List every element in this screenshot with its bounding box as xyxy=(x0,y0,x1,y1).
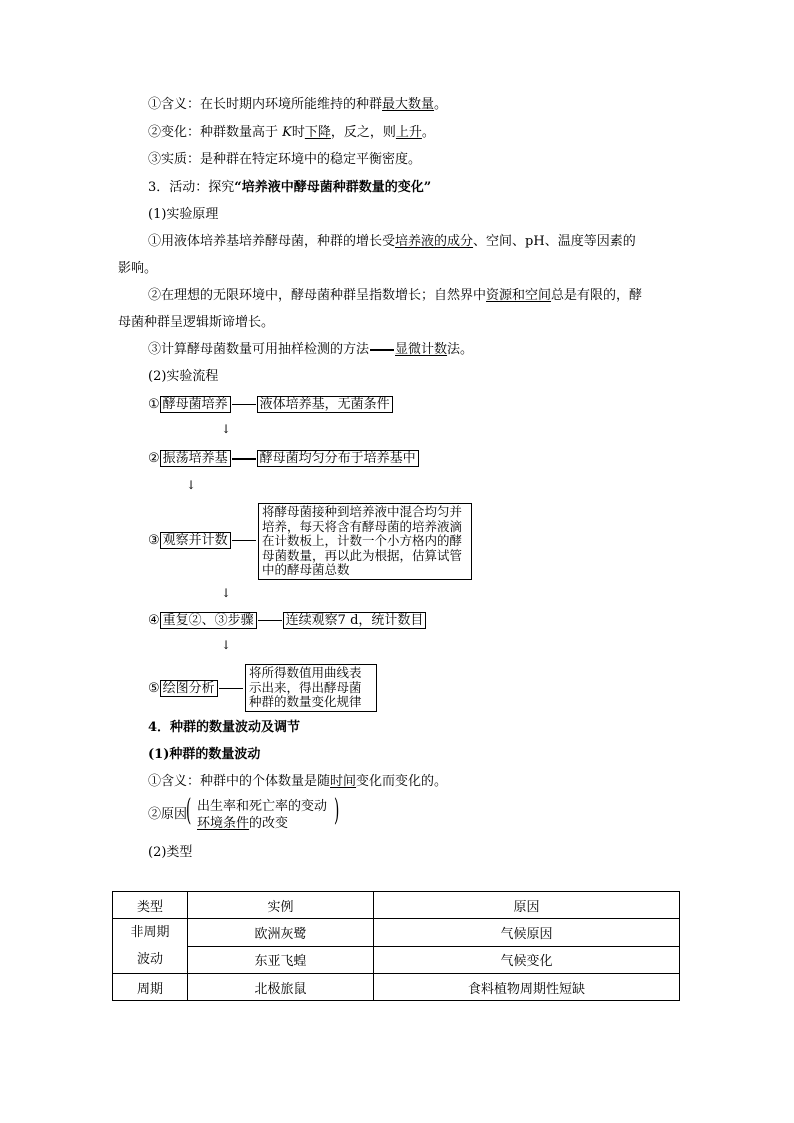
principle-2: ②在理想的无限环境中，酵母菌种群呈指数增长；自然界中资源和空间总是有限的，酵 xyxy=(148,288,643,303)
principle-1-cont: 影响。 xyxy=(118,261,158,276)
cell-reason: 气候原因 xyxy=(374,919,680,947)
flow-step-1: ① 酵母菌培养 液体培养基，无菌条件 xyxy=(148,396,393,413)
header-type: 类型 xyxy=(113,892,188,919)
cell-type-nonperiodic: 非周期 波动 xyxy=(113,919,188,974)
flow-arrow-1: ↓ xyxy=(221,422,232,436)
cell-reason: 气候变化 xyxy=(374,946,680,974)
flow-arrow-3: ↓ xyxy=(221,586,232,600)
flow-step-2: ② 振荡培养基 酵母菌均匀分布于培养基中 xyxy=(148,450,419,467)
cell-example: 东亚飞蝗 xyxy=(188,946,374,974)
flow-step-5-desc: 将所得数值用曲线表示出来，得出酵母菌种群的数量变化规律 xyxy=(245,664,377,712)
k-meaning: ①含义：在长时期内环境所能维持的种群最大数量。 xyxy=(148,97,448,112)
header-reason: 原因 xyxy=(374,892,680,919)
principle-3: ③计算酵母菌数量可用抽样检测的方法 显微计数法。 xyxy=(148,342,474,357)
cell-example: 北极旅鼠 xyxy=(188,974,374,1001)
left-brace: ( xyxy=(186,793,192,828)
cause-2: 环境条件的改变 xyxy=(197,816,289,831)
k-change: ②变化：种群数量高于 K时下降，反之，则上升。 xyxy=(148,125,435,140)
fluctuation-types-table xyxy=(112,891,680,1001)
cell-reason: 食料植物周期性短缺 xyxy=(374,974,680,1001)
section3-heading: 3．活动：探究“培养液中酵母菌种群数量的变化” xyxy=(148,180,432,195)
k-essence: ③实质：是种群在特定环境中的稳定平衡密度。 xyxy=(148,152,422,167)
cause-1: 出生率和死亡率的变动 xyxy=(197,799,328,814)
header-example: 实例 xyxy=(188,892,374,919)
principle-2-cont: 母菌种群呈逻辑斯谛增长。 xyxy=(118,315,275,330)
table-header-row xyxy=(113,892,680,919)
flow-arrow-4: ↓ xyxy=(221,638,232,652)
flow-step-5: ⑤ 绘图分析 xyxy=(148,680,244,697)
types-title: (2)类型 xyxy=(148,845,193,860)
table-row xyxy=(113,919,680,947)
fluctuation-def: ①含义：种群中的个体数量是随时间变化而变化的。 xyxy=(148,774,448,789)
table-row xyxy=(113,974,680,1001)
section4-heading: 4．种群的数量波动及调节 xyxy=(148,720,301,735)
fluctuation-title: (1)种群的数量波动 xyxy=(148,747,261,762)
flow-step-4: ④ 重复②、③步骤 连续观察7 d，统计数目 xyxy=(148,612,426,629)
right-brace: ) xyxy=(334,793,340,828)
flow-title: (2)实验流程 xyxy=(148,369,219,384)
principle-1: ①用液体培养基培养酵母菌，种群的增长受培养液的成分、空间、pH、温度等因素的 xyxy=(148,234,636,249)
cause-label: ②原因 xyxy=(148,807,188,822)
cell-type-periodic: 周期 xyxy=(113,974,188,1001)
principle-title: (1)实验原理 xyxy=(148,207,219,222)
flow-step-3-desc: 将酵母菌接种到培养液中混合均匀并培养，每天将含有酵母菌的培养液滴在计数板上，计数一个小方格内的酵母菌数量，再以此为根据，估算试管中的酵母菌总数 xyxy=(258,503,472,580)
flow-step-3: ③ 观察并计数 xyxy=(148,532,257,549)
cell-example: 欧洲灰鹭 xyxy=(188,919,374,947)
flow-arrow-2: ↓ xyxy=(186,478,197,492)
table-row xyxy=(113,946,680,974)
